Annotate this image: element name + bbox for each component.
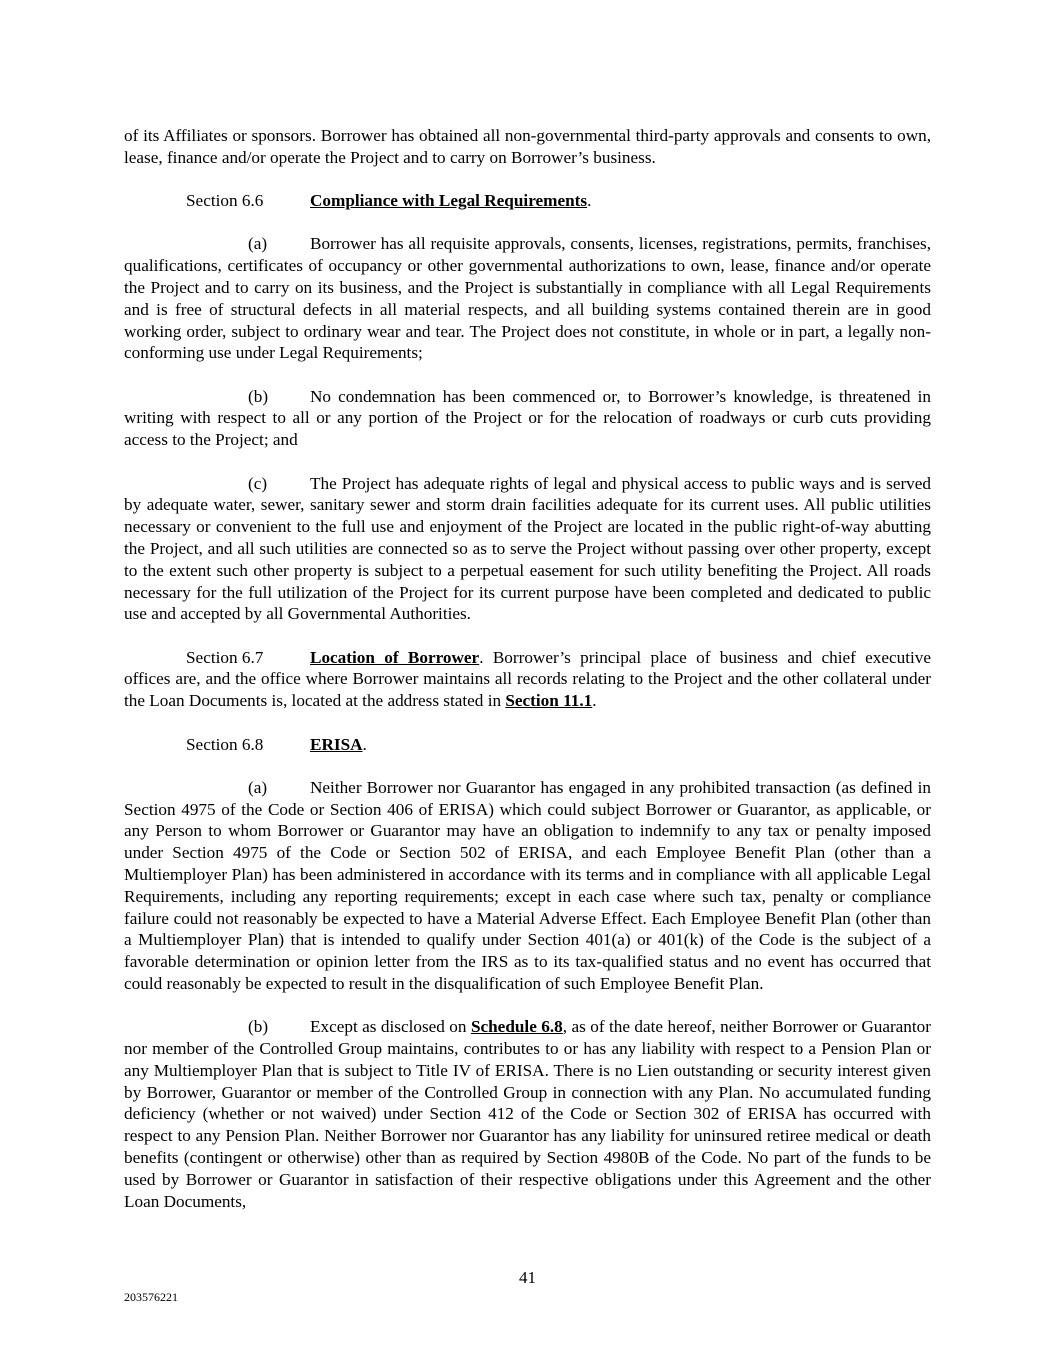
clause-text-pre: Except as disclosed on xyxy=(310,1017,467,1037)
section-6-8-a xyxy=(124,777,931,995)
section-title: ERISA xyxy=(310,734,363,754)
document-id: 203576221 xyxy=(124,1290,178,1304)
section-6-6-b xyxy=(124,386,931,451)
section-title: Compliance with Legal Requirements xyxy=(310,191,588,211)
clause-label: (a) xyxy=(248,234,268,254)
paragraph-continuation: of its Affiliates or sponsors. Borrower has obtained all non-governmental third-party approvals and consents to own, lease, finance and/or operate the Project and to carry on Borrower’s business. xyxy=(124,126,931,167)
section-number: Section 6.8 xyxy=(186,734,264,754)
clause-text: Borrower has all requisite approvals, consents, licenses, registrations, permits, franchises, qualifications, certificates of occupancy or other governmental authorizations to own, lease, finance and/or operate the Project and to carry on its business, and the Project is substantially in compliance with all Legal Requirements and is free of structural defects in all material respects, and all building systems contained therein are in good working order, subject to ordinary wear and tear. The Project does not constitute, in whole or in part, a legally non-conforming use under Legal Requirements; xyxy=(124,234,931,363)
clause-text: No condemnation has been commenced or, to Borrower’s knowledge, is threatened in writing with respect to all or any portion of the Project or for the relocation of roadways or curb cuts providing access to the Project; and xyxy=(124,386,931,450)
document-body xyxy=(124,125,931,1234)
section-text: Borrower’s principal place of business and chief executive offices are, and the office where Borrower maintains all records relating to the Project and the other collateral under the Loan Documents is, located at the address stated in xyxy=(124,647,931,711)
section-6-6-a xyxy=(124,233,931,364)
section-number: Section 6.7 xyxy=(186,647,264,667)
clause-label: (c) xyxy=(248,473,268,493)
section-6-8-b xyxy=(124,1016,931,1212)
schedule-reference: Schedule 6.8 xyxy=(470,1017,563,1037)
clause-text: Neither Borrower nor Guarantor has engaged in any prohibited transaction (as defined in Section 4975 of the Code or Section 406 of ERISA) which could subject Borrower or Guarantor, as applicable, or any Person to whom Borrower or Guarantor may have an obligation to indemnify to any tax or penalty imposed under Section 4975 of the Code or Section 502 of ERISA, and each Employee Benefit Plan (other than a Multiemployer Plan) has been administered in accordance with its terms and in compliance with all applicable Legal Requirements, including any reporting requirements; except in each case where such tax, penalty or compliance failure could not reasonably be expected to have a Material Adverse Effect. Each Employee Benefit Plan (other than a Multiemployer Plan) that is intended to qualify under Section 401(a) or 401(k) of the Code is the subject of a favorable determination or opinion letter from the IRS as to its tax-qualified status and no event has occurred that could reasonably be expected to result in the disqualification of such Employee Benefit Plan. xyxy=(124,777,931,993)
clause-label: (b) xyxy=(248,1017,269,1037)
clause-label: (a) xyxy=(248,777,268,797)
section-6-7: Section 6.7 Location of Borrower. Borrower’s principal place of business and chief executive offices are, and the office where Borrower maintains all records relating to the Project and the other collateral under the Loan Documents is, located at the address stated in Section 11.1. xyxy=(124,647,931,711)
section-6-6-c xyxy=(124,473,931,626)
clause-text: , as of the date hereof, neither Borrower or Guarantor nor member of the Controlled Group maintains, contributes to or has any liability with respect to a Pension Plan or any Multiemployer Plan that is subject to Title IV of ERISA. There is no Lien outstanding or security interest given by Borrower, Guarantor or member of the Controlled Group in connection with any Plan. No accumulated funding deficiency (whether or not waived) under Section 412 of the Code or Section 302 of ERISA has occurred with respect to any Pension Plan. Neither Borrower nor Guarantor has any liability for uninsured retiree medical or death benefits (contingent or otherwise) other than as required by Section 4980B of the Code. No part of the funds to be used by Borrower or Guarantor in satisfaction of their respective obligations under this Agreement and the other Loan Documents, xyxy=(124,1017,931,1211)
section-reference: Section 11.1 xyxy=(505,691,593,711)
section-title: Location of Borrower xyxy=(310,647,480,667)
section-6-8-heading: Section 6.8 ERISA. xyxy=(186,734,367,754)
clause-text: The Project has adequate rights of legal and physical access to public ways and is served by adequate water, sewer, sanitary sewer and storm drain facilities adequate for its current uses. All public utilities necessary or convenient to the full use and enjoyment of the Project are located in the public right-of-way abutting the Project, and all such utilities are connected so as to serve the Project without passing over other property, except to the extent such other property is subject to a perpetual easement for such utility benefiting the Project. All roads necessary for the full utilization of the Project for its current purpose have been completed and dedicated to public use and accepted by all Governmental Authorities. xyxy=(124,473,931,624)
section-number: Section 6.6 xyxy=(186,191,264,211)
page-number: 41 xyxy=(519,1268,536,1287)
section-6-6-heading: Section 6.6 Compliance with Legal Requirements. xyxy=(186,191,592,211)
clause-label: (b) xyxy=(248,386,269,406)
